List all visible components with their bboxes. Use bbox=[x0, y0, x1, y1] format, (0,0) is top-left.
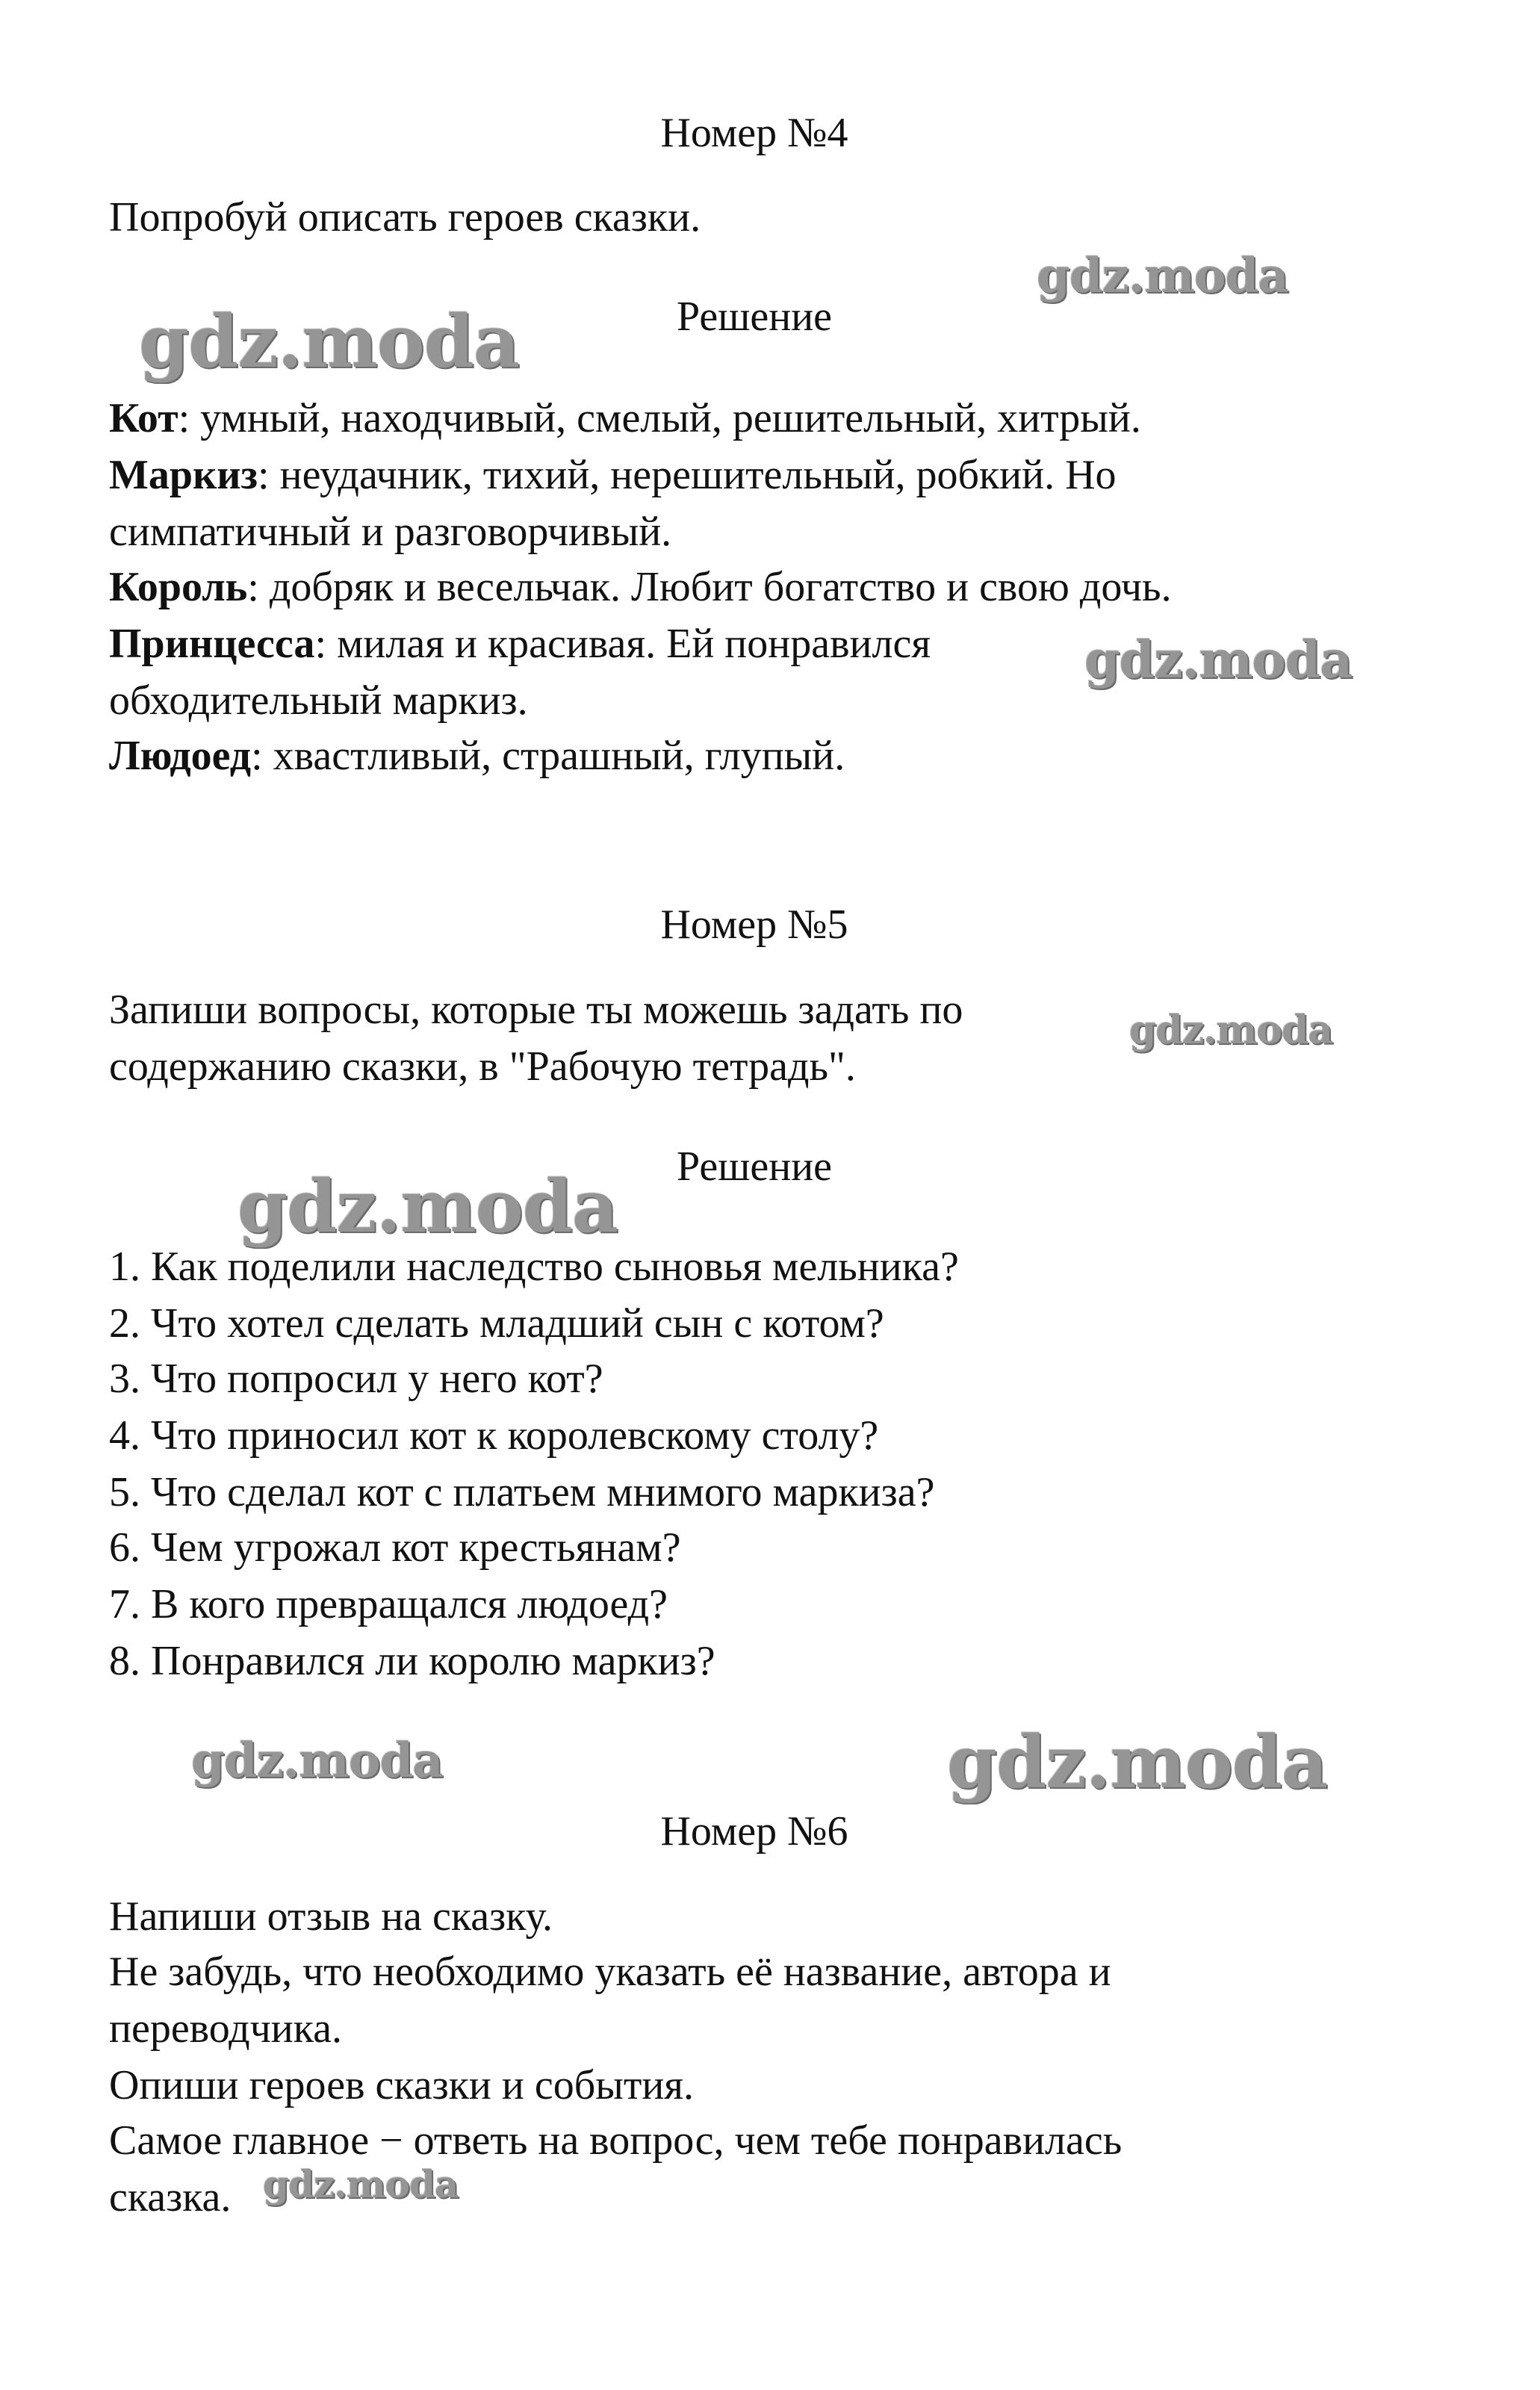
hero-line-king bbox=[109, 566, 1172, 608]
question-item: 4. Что приносил кот к королевскому столу? bbox=[109, 1412, 879, 1459]
hero-desc: : неудачник, тихий, нерешительный, робкий. Но bbox=[258, 452, 1117, 498]
hero-line-princess bbox=[109, 623, 931, 665]
watermark-logo: gdz.moda bbox=[237, 1164, 618, 1249]
task6-title: Номер №6 bbox=[660, 1808, 848, 1854]
hero-name: Король bbox=[109, 564, 248, 610]
task4-question: Попробуй описать героев сказки. bbox=[109, 194, 701, 240]
watermark-logo: gdz.moda bbox=[947, 1720, 1328, 1804]
hero-line-princess-cont: обходительный маркиз. bbox=[109, 677, 528, 724]
task6-line: Самое главное − ответь на вопрос, чем тебе понравилась bbox=[109, 2117, 1123, 2164]
hero-desc: : умный, находчивый, смелый, решительный, хитрый. bbox=[178, 395, 1141, 441]
task4-solution-label: Решение bbox=[676, 294, 833, 340]
task6-line: Не забудь, что необходимо указать её название, автора и bbox=[109, 1949, 1111, 1995]
hero-desc: : добряк и весельчак. Любит богатство и свою дочь. bbox=[247, 564, 1172, 610]
hero-desc: : хвастливый, страшный, глупый. bbox=[251, 733, 845, 779]
watermark-logo: gdz.moda bbox=[1037, 248, 1288, 304]
question-item: 6. Чем угрожал кот крестьянам? bbox=[109, 1524, 681, 1571]
task5-question-line-1: Запиши вопросы, которые ты можешь задать по bbox=[109, 987, 963, 1033]
task6-line: сказка. bbox=[109, 2174, 232, 2220]
question-item: 8. Понравился ли королю маркиз? bbox=[109, 1638, 715, 1684]
hero-line-marquis bbox=[109, 454, 1117, 496]
question-item: 3. Что попросил у него кот? bbox=[109, 1356, 603, 1402]
task5-question-line-2: содержанию сказки, в "Рабочую тетрадь". bbox=[109, 1043, 856, 1090]
question-item: 5. Что сделал кот с платьем мнимого маркиза? bbox=[109, 1469, 935, 1515]
task6-line: переводчика. bbox=[109, 2005, 342, 2052]
task4-title: Номер №4 bbox=[660, 110, 848, 156]
watermark-logo: gdz.moda bbox=[139, 299, 520, 384]
hero-name: Принцесса bbox=[109, 621, 315, 667]
hero-name: Маркиз bbox=[109, 452, 258, 498]
question-item: 1. Как поделили наследство сыновья мельника? bbox=[109, 1244, 959, 1290]
hero-line-cat bbox=[109, 397, 1141, 439]
question-item: 2. Что хотел сделать младший сын с котом? bbox=[109, 1300, 884, 1347]
hero-name: Кот bbox=[109, 395, 178, 441]
task6-line: Напиши отзыв на сказку. bbox=[109, 1893, 553, 1940]
hero-line-marquis-cont: симпатичный и разговорчивый. bbox=[109, 509, 672, 555]
task6-line: Опиши героев сказки и события. bbox=[109, 2062, 695, 2108]
hero-desc: : милая и красивая. Ей понравился bbox=[314, 621, 931, 667]
watermark-logo: gdz.moda bbox=[191, 1733, 443, 1789]
hero-name: Людоед bbox=[109, 733, 252, 779]
watermark-logo: gdz.moda bbox=[1084, 630, 1353, 690]
question-item: 7. В кого превращался людоед? bbox=[109, 1581, 668, 1627]
hero-line-ogre bbox=[109, 735, 845, 777]
watermark-logo: gdz.moda bbox=[263, 2162, 459, 2206]
task5-solution-label: Решение bbox=[676, 1143, 833, 1190]
watermark-logo: gdz.moda bbox=[1129, 1008, 1333, 1053]
task5-title: Номер №5 bbox=[660, 901, 848, 948]
